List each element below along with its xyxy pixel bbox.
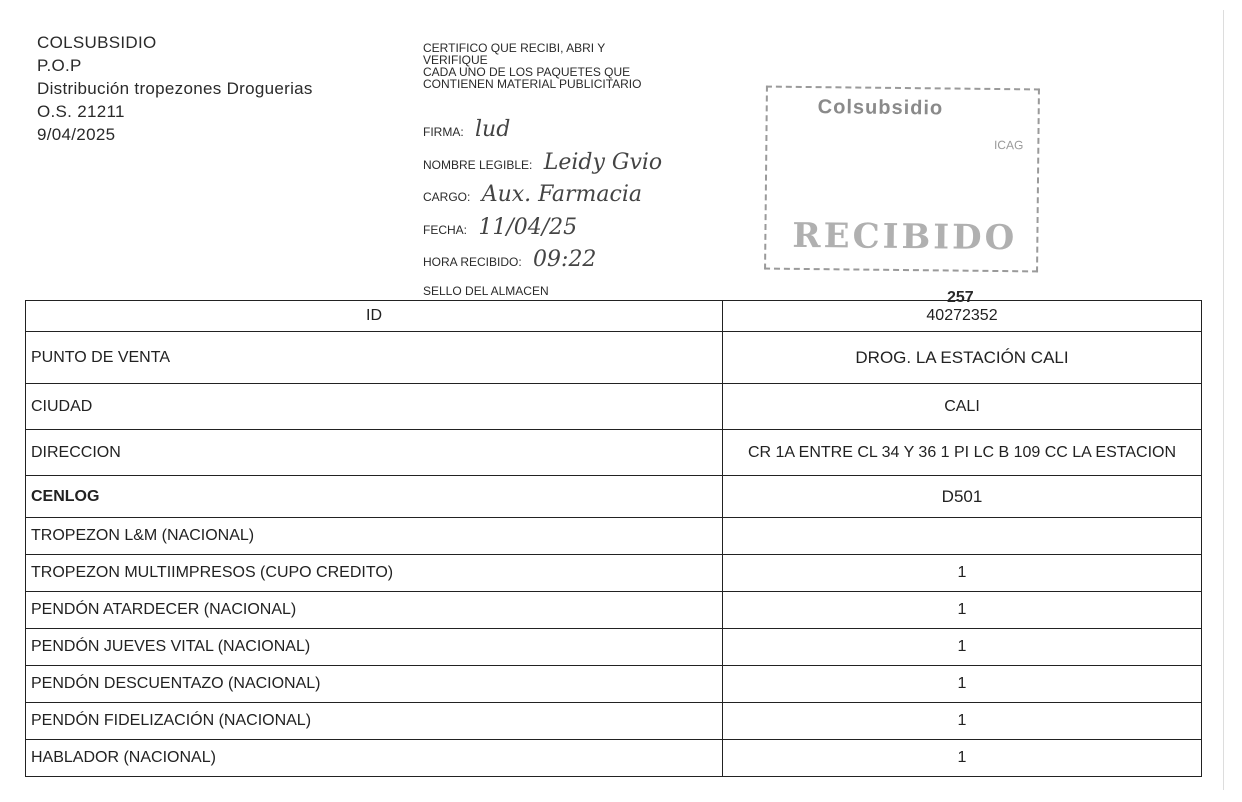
document-date: 9/04/2025	[37, 125, 116, 144]
table-row-cenlog	[26, 476, 1202, 518]
table-row	[26, 740, 1202, 777]
certification-block	[423, 41, 723, 298]
row-label: TROPEZON MULTIIMPRESOS (CUPO CREDITO)	[26, 555, 723, 592]
row-value-cenlog: D501	[723, 476, 1202, 518]
fecha-field	[423, 215, 577, 240]
table-row	[26, 555, 1202, 592]
row-label-direccion: DIRECCION	[26, 430, 723, 476]
hora-label: HORA RECIBIDO:	[423, 255, 522, 269]
table-row-ciudad	[26, 384, 1202, 430]
row-label: PENDÓN JUEVES VITAL (NACIONAL)	[26, 629, 723, 666]
table-row-direccion	[26, 430, 1202, 476]
row-label: PENDÓN DESCUENTAZO (NACIONAL)	[26, 666, 723, 703]
table-row	[26, 518, 1202, 555]
table-row	[26, 666, 1202, 703]
certification-line-2: VERIFIQUE	[423, 53, 488, 67]
cargo-label: CARGO:	[423, 190, 471, 204]
row-value	[723, 518, 1202, 555]
stamp-text-top: Colsubsidio	[817, 96, 944, 120]
certification-line-4: CONTIENEN MATERIAL PUBLICITARIO	[423, 77, 642, 91]
delivery-table	[25, 300, 1202, 777]
received-stamp	[764, 86, 1040, 273]
table-row-punto-venta	[26, 332, 1202, 384]
row-value-id: 40272352	[723, 301, 1202, 332]
row-value: 1	[723, 703, 1202, 740]
document-code: P.O.P	[37, 56, 82, 75]
cargo-field	[423, 182, 642, 207]
table-row	[26, 629, 1202, 666]
stamp-text-mid: ICAG	[993, 137, 1024, 153]
row-value-ciudad: CALI	[723, 384, 1202, 430]
sello-field	[423, 284, 549, 298]
certification-line-3: CADA UNO DE LOS PAQUETES QUE	[423, 65, 631, 79]
hora-field	[423, 247, 596, 272]
row-label-ciudad: CIUDAD	[26, 384, 723, 430]
table-row-id	[26, 301, 1202, 332]
header-block	[37, 31, 313, 146]
table-row	[26, 592, 1202, 629]
row-value: 1	[723, 592, 1202, 629]
fecha-handwritten: 11/04/25	[478, 215, 578, 240]
certification-line-1: CERTIFICO QUE RECIBI, ABRI Y	[423, 41, 606, 55]
scan-edge-line	[1223, 10, 1224, 790]
seal-number: 257	[947, 289, 974, 306]
row-value-direccion: CR 1A ENTRE CL 34 Y 36 1 PI LC B 109 CC LA ESTACION	[723, 430, 1202, 476]
row-label-cenlog: CENLOG	[26, 476, 723, 518]
firma-signature: lud	[475, 117, 511, 142]
row-value: 1	[723, 666, 1202, 703]
firma-field	[423, 117, 510, 142]
row-label: TROPEZON L&M (NACIONAL)	[26, 518, 723, 555]
nombre-label: NOMBRE LEGIBLE:	[423, 158, 533, 172]
fecha-label: FECHA:	[423, 223, 468, 237]
row-label-punto-venta: PUNTO DE VENTA	[26, 332, 723, 384]
stamp-text-bottom: RECIBIDO	[792, 215, 1018, 259]
sello-label: SELLO DEL ALMACEN	[423, 284, 549, 298]
nombre-handwritten: Leidy Gvio	[543, 150, 663, 175]
row-label: HABLADOR (NACIONAL)	[26, 740, 723, 777]
row-label-id: ID	[26, 301, 723, 332]
table-row	[26, 703, 1202, 740]
row-value: 1	[723, 629, 1202, 666]
nombre-field	[423, 150, 662, 175]
row-value-punto-venta: DROG. LA ESTACIÓN CALI	[723, 332, 1202, 384]
firma-label: FIRMA:	[423, 125, 464, 139]
company-name: COLSUBSIDIO	[37, 33, 157, 52]
row-value: 1	[723, 555, 1202, 592]
row-label: PENDÓN ATARDECER (NACIONAL)	[26, 592, 723, 629]
cargo-handwritten: Aux. Farmacia	[481, 182, 642, 207]
row-label: PENDÓN FIDELIZACIÓN (NACIONAL)	[26, 703, 723, 740]
row-value: 1	[723, 740, 1202, 777]
hora-handwritten: 09:22	[533, 247, 597, 272]
order-number: O.S. 21211	[37, 102, 125, 121]
document-description: Distribución tropezones Droguerias	[37, 79, 313, 98]
